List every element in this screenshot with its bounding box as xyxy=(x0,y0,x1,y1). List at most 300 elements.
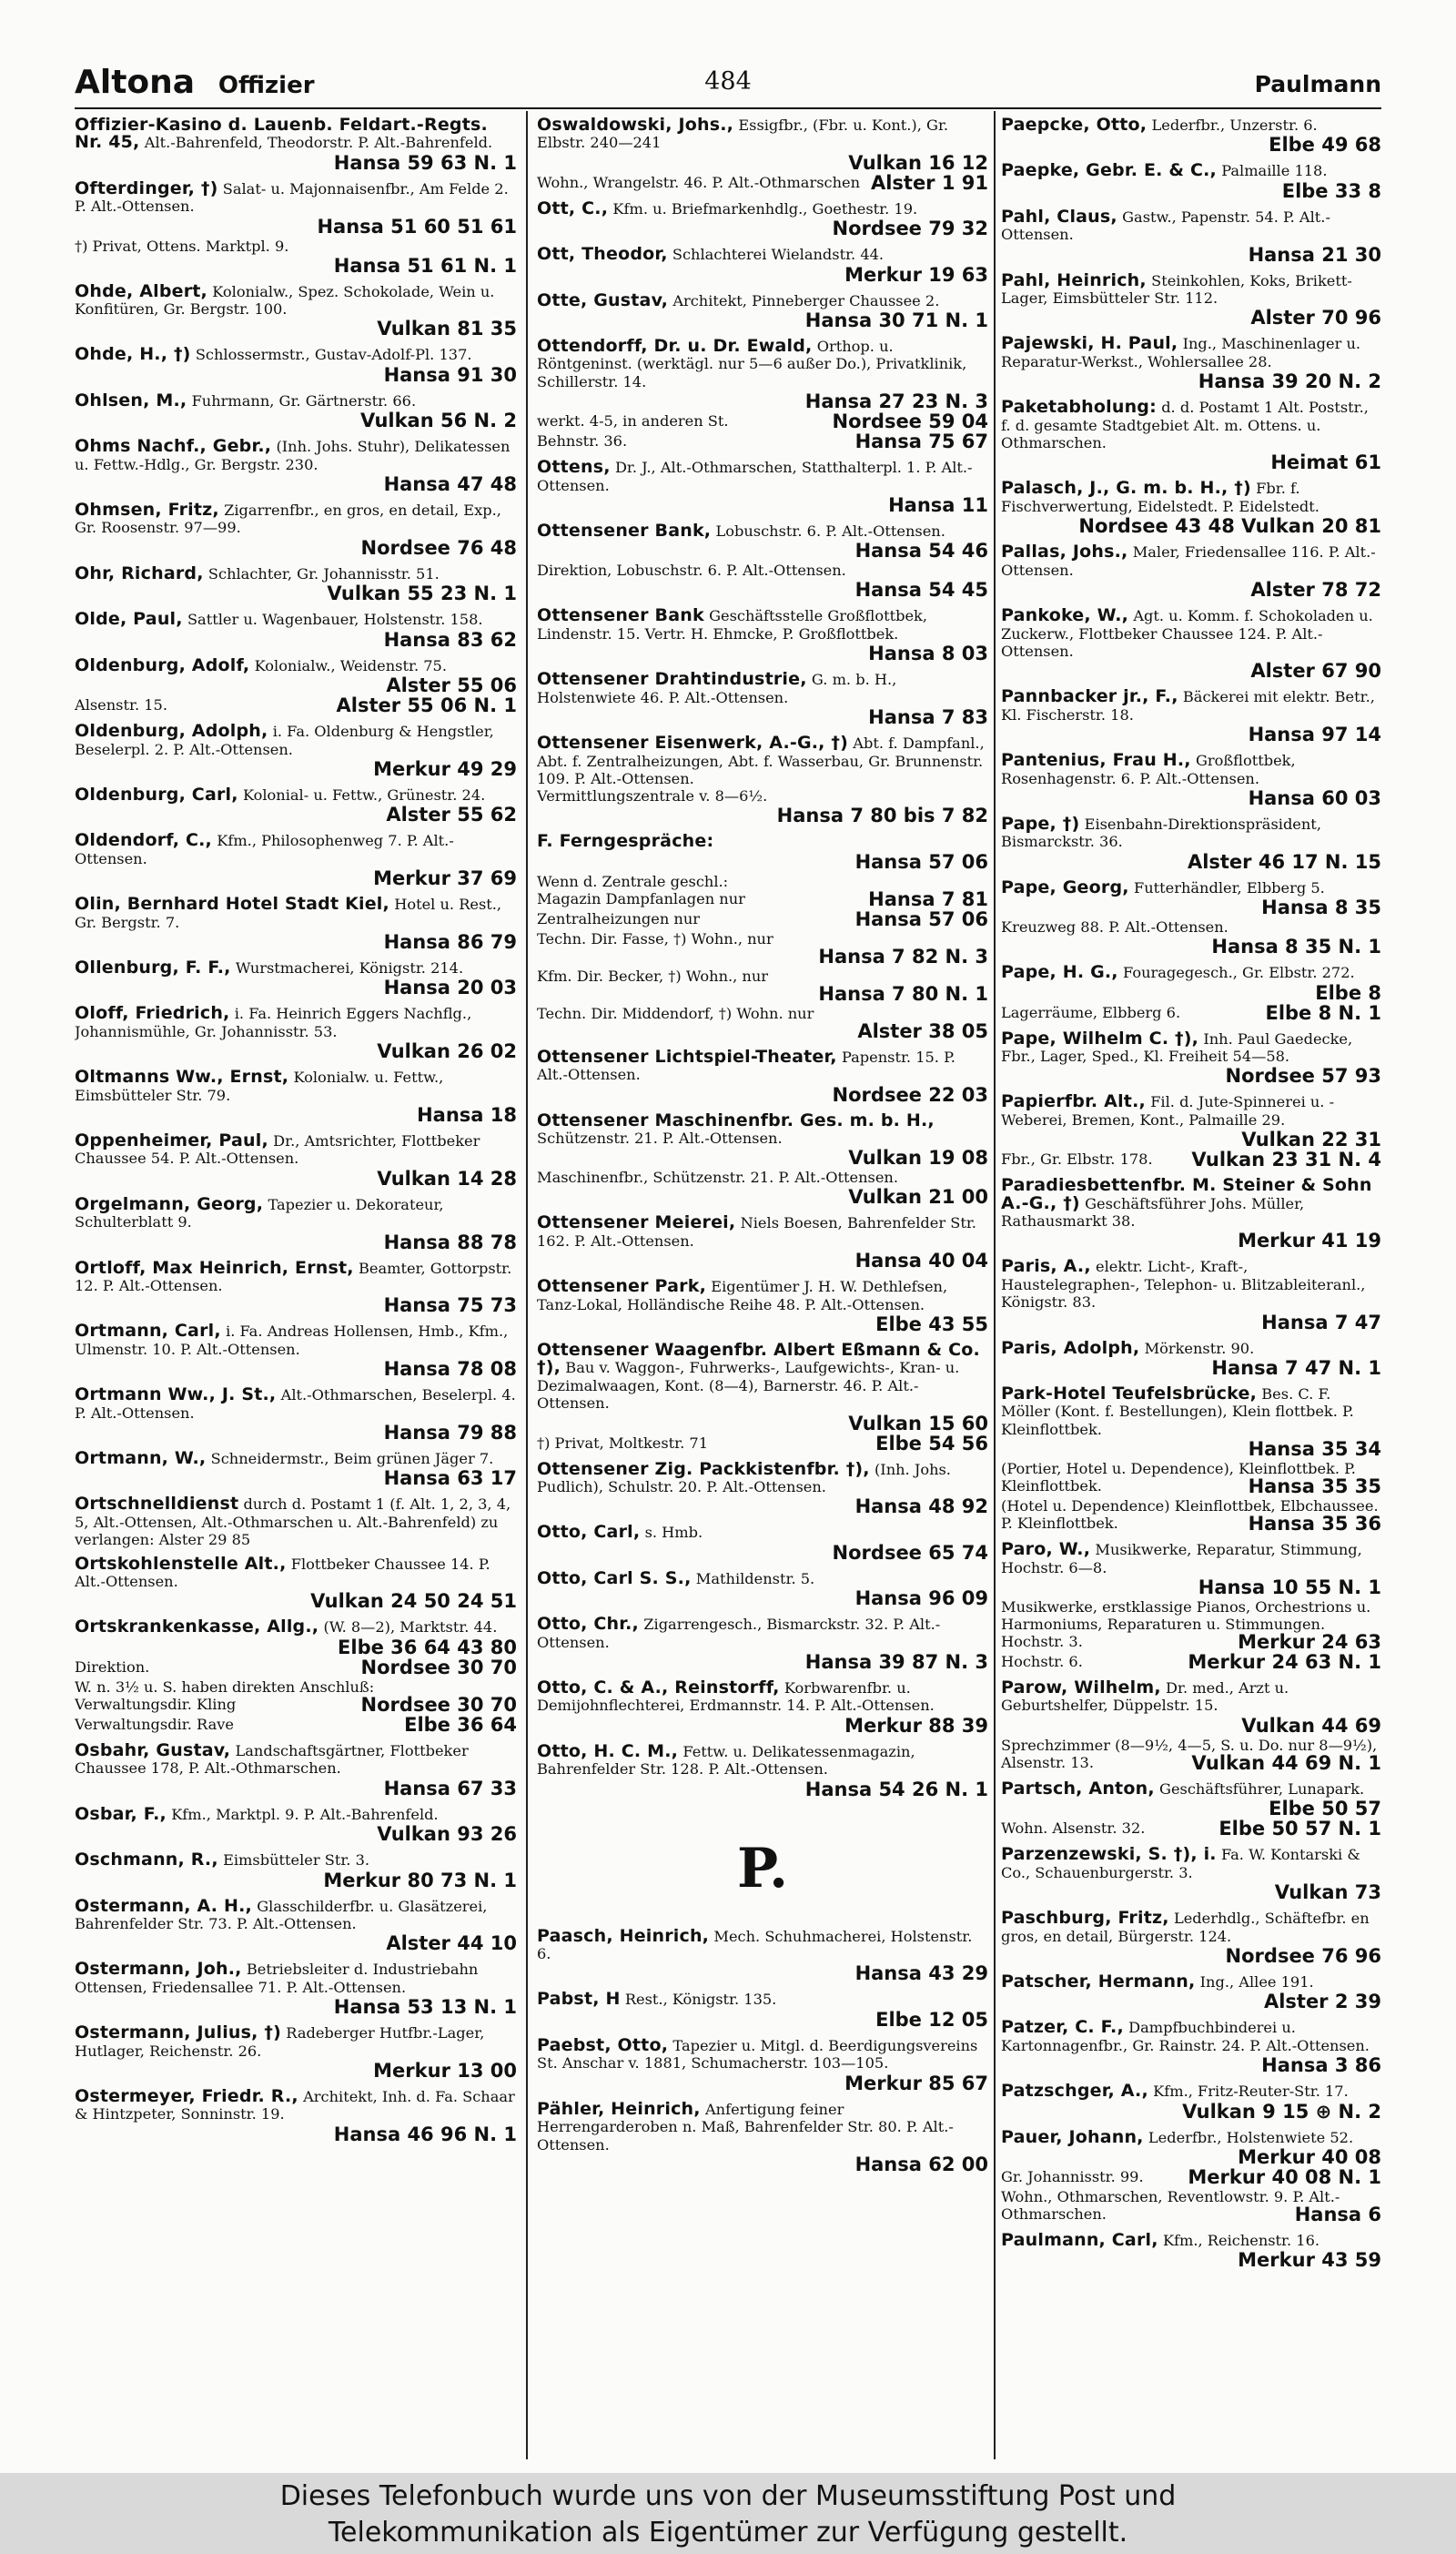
phone-number: Hansa 43 29 xyxy=(854,1962,988,1985)
entry-name: Pahl, Heinrich, xyxy=(1001,269,1147,290)
entry-name: Ottens, xyxy=(537,457,611,478)
directory-entry xyxy=(1001,2083,1381,2122)
phone-number: Vulkan 21 00 xyxy=(848,1186,988,1209)
phone-number: Merkur 40 08 xyxy=(1238,2145,1381,2168)
phone-number: Nordsee 76 96 xyxy=(1225,1944,1381,1967)
directory-entry xyxy=(537,1214,988,1272)
entry-text xyxy=(537,833,988,850)
phone-number: Hansa 51 61 N. 1 xyxy=(333,254,517,277)
entry-text xyxy=(1001,1093,1381,1129)
entry-text xyxy=(75,1257,517,1295)
phone-number: Merkur 37 69 xyxy=(373,867,517,890)
entry-description: Kolonialw., Weidenstr. 75. xyxy=(254,656,447,674)
entry-text xyxy=(75,1618,517,1636)
entry-name: Patscher, Hermann, xyxy=(1001,1971,1196,1992)
phone-number: Hansa 35 35 xyxy=(1248,1475,1381,1498)
phone-number: Hansa 96 09 xyxy=(854,1587,988,1610)
entry-description: Mathildenstr. 5. xyxy=(695,1569,815,1587)
entry-description: d. d. Postamt 1 Alt. Poststr., f. d. gesamte Stadtgebiet Alt. m. Ottens. u. Othmarschen. xyxy=(1001,399,1369,452)
entry-text xyxy=(1001,480,1381,515)
directory-entry xyxy=(75,832,517,889)
phone-number: Hansa 6 xyxy=(1294,2203,1381,2225)
sub-line-text: Techn. Dir. Fasse, †) Wohn., nur xyxy=(537,929,774,948)
sub-line xyxy=(1001,1150,1381,1171)
entry-description: Architekt, Pinneberger Chaussee 2. xyxy=(672,291,940,309)
directory-entry xyxy=(75,1450,517,1489)
phone-number: Hansa 63 17 xyxy=(383,1467,517,1490)
entry-description: Geschäftsführer, Lunapark. xyxy=(1159,1779,1365,1798)
entry-text xyxy=(1001,1337,1381,1358)
sub-line-text: †) Privat, Moltkestr. 71 xyxy=(537,1434,709,1452)
phone-number: Elbe 50 57 xyxy=(1269,1798,1381,1820)
entry-description: Schlachterei Wielandstr. 44. xyxy=(672,246,885,264)
phone-number: Hansa 57 06 xyxy=(854,850,988,873)
entry-description: Dr. med., Arzt u. Geburtshelfer, Düppelstr. 15. xyxy=(1001,1679,1289,1715)
entry-text xyxy=(75,280,517,319)
sub-line xyxy=(1001,1598,1381,1653)
entry-name: Ottensener Bank xyxy=(537,605,704,626)
phone-number: Vulkan 44 69 xyxy=(1241,1714,1381,1737)
phone-number: Elbe 43 55 xyxy=(875,1312,988,1335)
directory-entry xyxy=(537,1112,988,1209)
entry-name: Oppenheimer, Paul, xyxy=(75,1130,268,1150)
sub-line-text: Vermittlungszentrale v. 8—6½. xyxy=(537,787,768,806)
sub-line-text: Maschinenfbr., Schützenstr. 21. P. Alt.-Ottensen. xyxy=(537,1169,899,1187)
entry-name: Pape, Wilhelm C. †), xyxy=(1001,1028,1199,1049)
entry-description: Lederfbr., Holstenwiete 52. xyxy=(1148,2128,1354,2146)
directory-entry xyxy=(537,1278,988,1335)
entry-text xyxy=(537,459,988,494)
phone-number: Vulkan 23 31 N. 4 xyxy=(1191,1149,1381,1171)
phone-number: Vulkan 56 N. 2 xyxy=(359,410,517,432)
directory-entry xyxy=(1001,1846,1381,1903)
sub-line-text: Musikwerke, erstklassige Pianos, Orchestrions u. Harmoniums, Reparaturen u. Stimmungen. Hochstr. 3. xyxy=(1001,1598,1371,1651)
phone-number: Elbe 36 64 43 80 xyxy=(338,1636,517,1658)
entry-name: Ostermeyer, Friedr. R., xyxy=(75,2085,298,2106)
entry-description: Steinkohlen, Koks, Brikett-Lager, Eimsbütteler Str. 112. xyxy=(1001,271,1352,308)
phone-number: Vulkan 55 23 N. 1 xyxy=(327,583,517,605)
entry-description: (W. 8—2), Marktstr. 44. xyxy=(323,1618,498,1637)
entry-description: Architekt, Inh. d. Fa. Schaar & Hintzpeter, Sonninstr. 19. xyxy=(75,2087,515,2123)
entry-name: Ollenburg, F. F., xyxy=(75,957,231,978)
entry-text xyxy=(537,1524,988,1541)
sub-line xyxy=(1001,1737,1381,1774)
phone-number: Nordsee 65 74 xyxy=(832,1541,988,1564)
directory-entry xyxy=(75,1739,517,1799)
phone-number: Alster 70 96 xyxy=(1250,307,1381,329)
directory-entry xyxy=(1001,1910,1381,1967)
phone-number: Hansa 62 00 xyxy=(854,2153,988,2175)
phone-number: Merkur 40 08 N. 1 xyxy=(1188,2165,1381,2188)
letter-divider: P. xyxy=(736,1836,789,1900)
entry-text xyxy=(75,562,517,583)
entry-text xyxy=(75,1553,517,1591)
entry-description: Schlossermstr., Gustav-Adolf-Pl. 137. xyxy=(195,346,472,364)
entry-name: Ottensener Bank, xyxy=(537,521,712,542)
phone-number: Nordsee 76 48 xyxy=(360,536,517,559)
phone-number: Alster 38 05 xyxy=(857,1019,988,1042)
entry-description: Lobuschstr. 6. P. Alt.-Ottensen. xyxy=(715,522,945,541)
phone-number: Hansa 88 78 xyxy=(383,1231,517,1253)
entry-text xyxy=(1001,1385,1381,1438)
directory-entry xyxy=(75,1069,517,1126)
phone-number: Vulkan 73 xyxy=(1274,1881,1381,1904)
entry-text xyxy=(1001,117,1381,134)
sub-line-text: Lagerräume, Elbberg 6. xyxy=(1001,1003,1181,1021)
phone-number: Elbe 12 05 xyxy=(875,2008,988,2031)
entry-name: Ofterdinger, †) xyxy=(75,177,218,198)
entry-text xyxy=(75,1739,517,1778)
entry-description: Schützenstr. 21. P. Alt.-Ottensen. xyxy=(537,1129,783,1147)
phone-number: Hansa 27 23 N. 3 xyxy=(804,390,988,413)
entry-name: Ortloff, Max Heinrich, Ernst, xyxy=(75,1257,354,1278)
phone-number: Merkur 13 00 xyxy=(373,2059,517,2082)
entry-text xyxy=(75,117,517,152)
entry-description: Ing., Maschinenlager u. Reparatur-Werkst., Wohlersallee 28. xyxy=(1001,335,1361,370)
directory-entry xyxy=(75,1386,517,1444)
entry-text xyxy=(75,1005,517,1040)
directory-entry xyxy=(75,117,517,174)
directory-entry xyxy=(537,1524,988,1563)
sub-line-text: Alsenstr. 15. xyxy=(75,696,167,715)
directory-entry xyxy=(1001,2229,1381,2272)
entry-name: Park-Hotel Teufelsbrücke, xyxy=(1001,1383,1257,1404)
directory-entry xyxy=(1001,752,1381,809)
entry-text xyxy=(75,502,517,537)
entry-text xyxy=(1001,1030,1381,1066)
phone-number: Hansa 20 03 xyxy=(383,977,517,999)
directory-entry xyxy=(75,1257,517,1317)
entry-name: Pajewski, H. Paul, xyxy=(1001,333,1178,354)
entry-name: Paulmann, Carl, xyxy=(1001,2229,1158,2250)
entry-name: Otto, Chr., xyxy=(537,1614,639,1635)
entry-description: Hotel u. Rest., Gr. Bergstr. 7. xyxy=(75,896,502,931)
directory-entry xyxy=(537,833,988,1041)
directory-entry xyxy=(1001,1541,1381,1673)
sub-line xyxy=(537,1169,988,1186)
entry-name: Papierfbr. Alt., xyxy=(1001,1091,1146,1112)
entry-description: Flottbeker Chaussee 14. P. Alt.-Ottensen. xyxy=(75,1555,490,1591)
entry-description: Fettw. u. Delikatessenmagazin, Bahrenfelder Str. 128. P. Alt.-Ottensen. xyxy=(537,1742,915,1779)
entry-text xyxy=(537,1740,988,1779)
entry-name: Ortskohlenstelle Alt., xyxy=(75,1553,287,1574)
entry-name: Pankoke, W., xyxy=(1001,605,1129,626)
phone-number: Vulkan 9 15 ⊕ N. 2 xyxy=(1182,2100,1381,2123)
entry-name: Ottensener Zig. Packkistenfbr. †), xyxy=(537,1458,870,1479)
entry-description: Fil. d. Jute-Spinnerei u. -Weberei, Bremen, Kont., Palmaille 29. xyxy=(1001,1093,1335,1129)
entry-description: Fouragegesch., Gr. Elbstr. 272. xyxy=(1123,964,1355,982)
phone-number: Hansa 18 xyxy=(417,1103,517,1126)
entry-name: Ottensener Eisenwerk, A.-G., †) xyxy=(537,733,849,754)
entry-description: Fbr. f. Fischverwertung, Eidelstedt. P. Eidelstedt. xyxy=(1001,480,1320,515)
phone-number: Hansa 57 06 xyxy=(854,907,988,930)
entry-description: Tapezier u. Dekorateur, Schulterblatt 9. xyxy=(75,1195,444,1231)
phone-number: Hansa 79 88 xyxy=(383,1422,517,1444)
entry-name: Ottendorff, Dr. u. Dr. Ewald, xyxy=(537,336,813,357)
entry-description: Dr. J., Alt.-Othmarschen, Statthalterpl. 1. P. Alt.-Ottensen. xyxy=(537,459,973,494)
directory-entry xyxy=(75,2024,517,2082)
phone-number: Vulkan 93 26 xyxy=(377,1823,517,1846)
phone-number: Hansa 60 03 xyxy=(1248,786,1381,809)
directory-entry xyxy=(75,1851,517,1890)
phone-number: Vulkan 19 08 xyxy=(848,1147,988,1170)
entry-name: Paris, Adolph, xyxy=(1001,1337,1140,1358)
column-divider xyxy=(526,111,528,2459)
entry-name: Otto, C. & A., Reinstorff, xyxy=(537,1677,780,1698)
directory-entry xyxy=(75,1005,517,1062)
entry-description: Anfertigung feiner Herrengarderoben n. Maß, Bahrenfelder Str. 80. P. Alt.-Ottensen. xyxy=(537,2100,954,2154)
listing-column-2 xyxy=(537,117,988,2447)
entry-description: Tapezier u. Mitgl. d. Beerdigungsvereins St. Anschar v. 1881, Schumacherstr. 103—105. xyxy=(537,2036,978,2073)
entry-name: Paepke, Gebr. E. & C., xyxy=(1001,160,1217,181)
sub-line-text: Wohn. Alsenstr. 32. xyxy=(1001,1819,1146,1838)
phone-number: Elbe 8 N. 1 xyxy=(1265,1001,1381,1024)
entry-text xyxy=(1001,2126,1381,2147)
entry-text xyxy=(537,2098,988,2154)
entry-text xyxy=(1001,1541,1381,1576)
directory-entry xyxy=(537,459,988,516)
entry-name: Ortmann, W., xyxy=(75,1448,207,1469)
sub-line xyxy=(1001,1497,1381,1535)
directory-entry xyxy=(1001,1258,1381,1333)
phone-number: Hansa 7 47 xyxy=(1261,1311,1381,1333)
directory-entry xyxy=(537,200,988,239)
entry-text xyxy=(75,611,517,628)
entry-text xyxy=(75,1386,517,1422)
entry-description: Dr., Amtsrichter, Flottbeker Chaussee 54. P. Alt.-Ottensen. xyxy=(75,1131,480,1168)
entry-text xyxy=(537,200,988,218)
entry-description: Schlachter, Gr. Johannisstr. 51. xyxy=(207,564,440,583)
sub-line-text: Verwaltungsdir. Kling xyxy=(75,1695,237,1713)
entry-text xyxy=(1001,879,1381,897)
section-start-word: Offizier xyxy=(217,72,315,99)
sub-line xyxy=(537,412,988,432)
entry-text xyxy=(75,723,517,758)
entry-text xyxy=(75,2024,517,2060)
sub-line xyxy=(537,945,988,968)
directory-entry xyxy=(75,1803,517,1846)
phone-number: Elbe 33 8 xyxy=(1281,179,1381,202)
phone-number: Hansa 39 87 N. 3 xyxy=(804,1651,988,1674)
sub-line-text: (Hotel u. Dependence) Kleinflottbek, Elbchaussee. P. Kleinflottbek. xyxy=(1001,1497,1379,1533)
entry-text xyxy=(75,1851,517,1869)
sub-line-text: Wohn., Othmarschen, Reventlowstr. 9. P. Alt.-Othmarschen. xyxy=(1001,2187,1340,2223)
entry-description: Fuhrmann, Gr. Gärtnerstr. 66. xyxy=(191,391,417,410)
entry-text xyxy=(537,1458,988,1496)
sub-line-text: Fbr., Gr. Elbstr. 178. xyxy=(1001,1150,1153,1169)
directory-entry xyxy=(75,562,517,605)
directory-entry xyxy=(75,1618,517,1735)
entry-description: Gastw., Papenstr. 54. P. Alt.-Ottensen. xyxy=(1001,208,1330,244)
entry-text xyxy=(75,654,517,675)
entry-text xyxy=(1001,813,1381,851)
directory-entry xyxy=(1001,1337,1381,1380)
entry-name: Ott, C., xyxy=(537,198,609,218)
sub-line-text: (Portier, Hotel u. Dependence), Kleinflottbek. P. Kleinflottbek. xyxy=(1001,1460,1356,1495)
directory-entry xyxy=(1001,399,1381,473)
entry-name: Paris, A., xyxy=(1001,1256,1091,1277)
directory-entry xyxy=(537,735,988,826)
phone-number: Alster 55 62 xyxy=(386,804,517,826)
entry-text xyxy=(1001,269,1381,308)
sub-line-text: Kreuzweg 88. P. Alt.-Ottensen. xyxy=(1001,918,1228,937)
sub-line-text: Magazin Dampfanlagen nur xyxy=(537,889,745,907)
entry-text xyxy=(1001,162,1381,179)
entry-name: Pabst, H xyxy=(537,1989,621,2010)
entry-name: Oltmanns Ww., Ernst, xyxy=(75,1067,289,1088)
entry-name: Ostermann, Joh., xyxy=(75,1959,242,1980)
sub-line-text: Wohn., Wrangelstr. 46. P. Alt.-Othmarschen xyxy=(537,173,860,191)
directory-entry xyxy=(75,723,517,780)
entry-text xyxy=(1001,607,1381,660)
directory-entry xyxy=(1001,335,1381,392)
entry-text xyxy=(75,1450,517,1467)
sub-line-text: Sprechzimmer (8—9½, 4—5, S. u. Do. nur 8—9½), Alsenstr. 13. xyxy=(1001,1736,1378,1771)
entry-name: Ottensener Waagenfbr. Albert Eßmann & Co. †), xyxy=(537,1339,980,1378)
entry-description: durch d. Postamt 1 (f. Alt. 1, 2, 3, 4, 5, Alt.-Ottensen, Alt.-Othmarschen u. Alt.-Bahrenfeld) zu verlangen: Alster 29 85 xyxy=(75,1495,511,1549)
sub-line-text: Gr. Johannisstr. 99. xyxy=(1001,2167,1144,2185)
entry-text xyxy=(1001,1679,1381,1715)
entry-name: Ohde, H., †) xyxy=(75,344,191,365)
phone-number: Merkur 19 63 xyxy=(844,263,988,286)
entry-name: Orgelmann, Georg, xyxy=(75,1193,264,1214)
entry-description: Kfm., Philosophenweg 7. P. Alt.-Ottensen. xyxy=(75,832,454,867)
directory-entry xyxy=(1001,813,1381,873)
entry-text xyxy=(537,1278,988,1313)
phone-number: Vulkan 24 50 24 51 xyxy=(310,1590,517,1613)
phone-number: Hansa 78 08 xyxy=(383,1358,517,1381)
entry-name: Osbar, F., xyxy=(75,1803,167,1824)
phone-number: Hansa 86 79 xyxy=(383,930,517,953)
phone-number: Hansa 47 48 xyxy=(383,473,517,496)
entry-description: i. Fa. Oldenburg & Hengstler, Beselerpl. 2. P. Alt.-Ottensen. xyxy=(75,723,494,758)
entry-text xyxy=(1001,2019,1381,2054)
phone-number: Nordsee 59 04 xyxy=(832,410,988,433)
entry-text xyxy=(537,1112,988,1148)
entry-name: Otte, Gustav, xyxy=(537,289,669,310)
entry-text xyxy=(537,1339,988,1413)
directory-entry xyxy=(537,246,988,285)
phone-number: Hansa 10 55 N. 1 xyxy=(1198,1576,1381,1599)
directory-entry xyxy=(1001,1679,1381,1774)
entry-description: (Inh. Johs. Pudlich), Schulstr. 20. P. Alt.-Ottensen. xyxy=(537,1460,951,1495)
directory-entry xyxy=(75,1895,517,1955)
sub-line xyxy=(1001,1001,1381,1024)
running-header xyxy=(75,64,1381,104)
entry-description: Alt.-Bahrenfeld, Theodorstr. P. Alt.-Bahrenfeld. xyxy=(144,134,493,152)
entry-text xyxy=(537,1991,988,2008)
entry-description: Sattler u. Wagenbauer, Holstenstr. 158. xyxy=(187,611,483,629)
phone-number: Nordsee 22 03 xyxy=(832,1083,988,1106)
entry-text xyxy=(537,1679,988,1715)
phone-number: Vulkan 44 69 N. 1 xyxy=(1191,1751,1381,1774)
directory-entry xyxy=(75,1961,517,2018)
phone-number: Heimat 61 xyxy=(1270,451,1381,474)
entry-description: Landschaftsgärtner, Flottbeker Chaussee 178, P. Alt.-Othmarschen. xyxy=(75,1741,469,1778)
entry-description: G. m. b. H., Holstenwiete 46. P. Alt.-Ottensen. xyxy=(537,671,897,706)
entry-text xyxy=(537,1046,988,1084)
phone-number: Elbe 49 68 xyxy=(1269,134,1381,157)
entry-name: Ortschnelldienst xyxy=(75,1494,239,1515)
entry-description: Kfm. u. Briefmarkenhdlg., Goethestr. 19. xyxy=(612,199,918,218)
phone-number: Hansa 30 71 N. 1 xyxy=(804,309,988,332)
entry-name: Pantenius, Frau H., xyxy=(1001,750,1191,771)
entry-description: Essigfbr., (Fbr. u. Kont.), Gr. Elbstr. 240—241 xyxy=(537,117,949,152)
directory-entry xyxy=(75,786,517,826)
directory-entry xyxy=(75,1553,517,1613)
phone-number: Nordsee 30 70 xyxy=(360,1656,517,1678)
phone-number: Elbe 36 64 xyxy=(404,1713,517,1736)
directory-entry xyxy=(75,896,517,953)
directory-entry xyxy=(1001,1177,1381,1252)
entry-text xyxy=(75,392,517,410)
entry-name: Ohms Nachf., Gebr., xyxy=(75,436,272,457)
sub-line xyxy=(537,887,988,910)
sub-line xyxy=(537,1434,988,1454)
phone-number: Hansa 3 86 xyxy=(1261,2054,1381,2077)
entry-name: Oswaldowski, Johs., xyxy=(537,117,734,135)
listing-column-3 xyxy=(1001,117,1381,2447)
entry-description: Beamter, Gottorpstr. 12. P. Alt.-Ottensen. xyxy=(75,1259,512,1294)
entry-text xyxy=(537,117,988,152)
entry-text xyxy=(1001,1846,1381,1881)
entry-name: Paradiesbettenfbr. M. Steiner & Sohn A.-G., †) xyxy=(1001,1175,1372,1213)
column-divider xyxy=(994,111,996,2459)
entry-name: Paro, W., xyxy=(1001,1539,1091,1560)
phone-number: Merkur 43 59 xyxy=(1238,2249,1381,2272)
entry-name: Otto, Carl, xyxy=(537,1522,641,1543)
entry-description: Großflottbek, Rosenhagenstr. 6. P. Alt.-Ottensen. xyxy=(1001,752,1296,787)
phone-number: Elbe 8 xyxy=(1315,981,1381,1004)
sub-line xyxy=(1001,1653,1381,1673)
directory-entry xyxy=(1001,1030,1381,1088)
entry-description: Futterhändler, Elbberg 5. xyxy=(1133,878,1325,897)
entry-name: Otto, Carl S. S., xyxy=(537,1567,692,1588)
header-rule xyxy=(75,107,1381,109)
sub-line xyxy=(1001,1819,1381,1839)
entry-name: Pallas, Johs., xyxy=(1001,542,1128,562)
page-number: 484 xyxy=(704,67,752,96)
entry-description: Alt.-Othmarschen, Beselerpl. 4. P. Alt.-Ottensen. xyxy=(75,1386,516,1422)
entry-name: Parzenzewski, S. †), i. xyxy=(1001,1844,1217,1865)
entry-text xyxy=(537,1616,988,1651)
phone-number: Hansa 7 82 N. 3 xyxy=(818,945,988,968)
sub-line xyxy=(537,432,988,452)
entry-description: i. Fa. Heinrich Eggers Nachflg., Johannismühle, Gr. Johannisstr. 53. xyxy=(75,1005,472,1040)
phone-number: Hansa 7 47 N. 1 xyxy=(1211,1357,1381,1380)
entry-text xyxy=(75,959,517,977)
phone-number: Elbe 54 56 xyxy=(875,1432,988,1454)
entry-description: Lederhdlg., Schäftefbr. en gros, en detail, Bürgerstr. 124. xyxy=(1001,1910,1370,1945)
directory-entry xyxy=(537,1925,988,1985)
entry-name: Pannbacker jr., F., xyxy=(1001,686,1178,707)
sub-line-text: Kfm. Dir. Becker, †) Wohn., nur xyxy=(537,967,769,985)
phone-number: Hansa 54 45 xyxy=(854,579,988,602)
sub-line-text: Zentralheizungen nur xyxy=(537,909,700,927)
entry-text xyxy=(1001,1258,1381,1311)
phone-number: Alster 44 10 xyxy=(386,1932,517,1955)
entry-text xyxy=(1001,335,1381,370)
entry-text xyxy=(1001,1780,1381,1798)
entry-description: Mech. Schuhmacherei, Holstenstr. 6. xyxy=(537,1927,973,1963)
directory-entry xyxy=(75,611,517,650)
entry-text xyxy=(75,896,517,931)
sub-line-text: W. n. 3½ u. S. haben direkten Anschluß: xyxy=(75,1677,375,1696)
directory-entry xyxy=(537,2034,988,2094)
phone-number: Alster 1 91 xyxy=(870,171,988,194)
phone-number: Hansa 75 67 xyxy=(854,431,988,453)
entry-description: Kfm., Marktpl. 9. P. Alt.-Bahrenfeld. xyxy=(171,1805,439,1823)
